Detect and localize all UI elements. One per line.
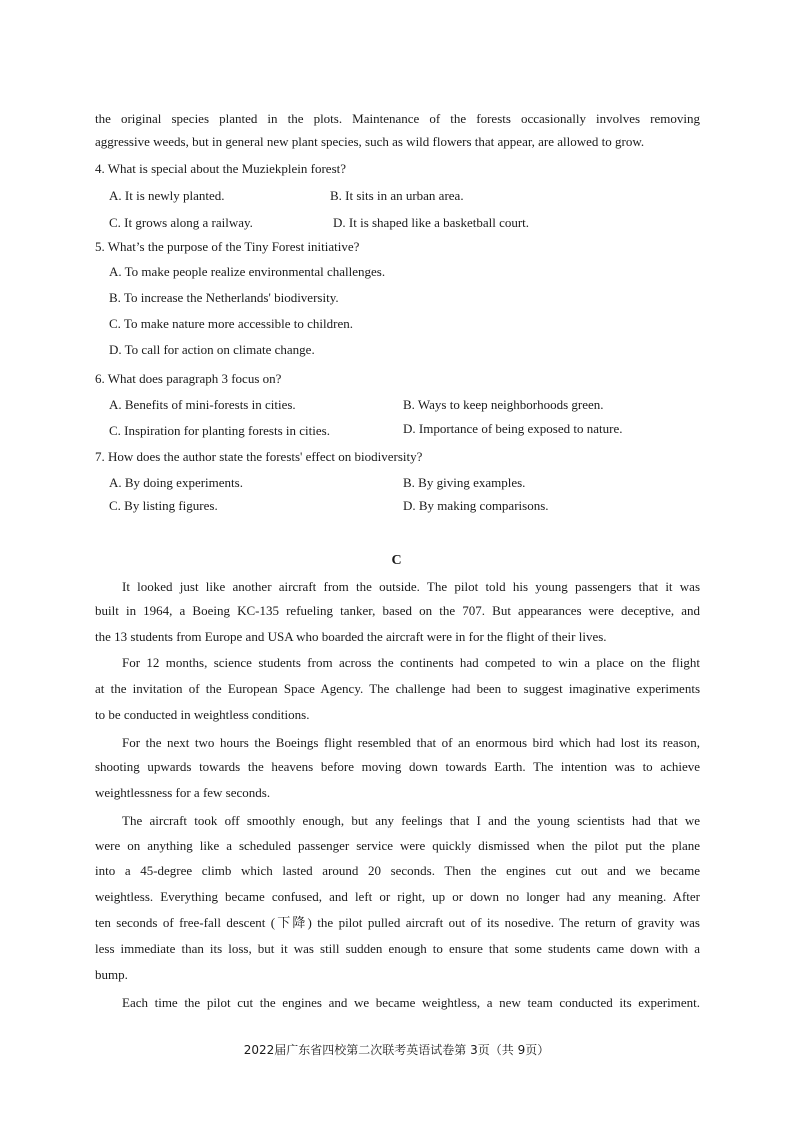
passage-line: bump. xyxy=(95,967,128,982)
passage-line: aggressive weeds, but in general new plant species, such as wild flowers that appear, are allowed to grow. xyxy=(95,134,645,149)
passage-line: weightlessness for a few seconds. xyxy=(95,785,271,800)
passage-line: were on anything like a scheduled passenger service were quickly dismissed when the pilot put the plane xyxy=(95,838,700,853)
passage-line: For the next two hours the Boeings flight resembled that of an enormous bird which had lost its reason, xyxy=(122,735,700,750)
passage-line: less immediate than its loss, but it was still sudden enough to ensure that some students came down with a xyxy=(95,941,700,956)
question-5-option-a: A. To make people realize environmental challenges. xyxy=(109,264,386,279)
question-5-stem: 5. What’s the purpose of the Tiny Forest initiative? xyxy=(95,239,360,254)
passage-line: The aircraft took off smoothly enough, but any feelings that I and the young scientists had that we xyxy=(122,813,700,828)
passage-line: It looked just like another aircraft from the outside. The pilot told his young passengers that it was xyxy=(122,579,700,594)
passage-line: the 13 students from Europe and USA who boarded the aircraft were in for the flight of their lives. xyxy=(95,629,607,644)
passage-line: into a 45-degree climb which lasted around 20 seconds. Then the engines cut out and we became xyxy=(95,863,700,878)
passage-line: Each time the pilot cut the engines and we became weightless, a new team conducted its experiment. xyxy=(122,995,700,1010)
passage-line: the original species planted in the plots. Maintenance of the forests occasionally involves removing xyxy=(95,111,700,126)
question-5-option-b: B. To increase the Netherlands' biodiversity. xyxy=(109,290,339,305)
question-4-option-b: B. It sits in an urban area. xyxy=(330,188,464,203)
question-6-option-a: A. Benefits of mini-forests in cities. xyxy=(109,397,296,412)
question-6-option-c: C. Inspiration for planting forests in cities. xyxy=(109,423,330,438)
question-7-option-b: B. By giving examples. xyxy=(403,475,526,490)
question-7-option-d: D. By making comparisons. xyxy=(403,498,549,513)
section-heading: C xyxy=(391,553,402,568)
question-6-stem: 6. What does paragraph 3 focus on? xyxy=(95,371,282,386)
question-7-option-c: C. By listing figures. xyxy=(109,498,218,513)
question-4-option-a: A. It is newly planted. xyxy=(109,188,225,203)
question-5-option-c: C. To make nature more accessible to children. xyxy=(109,316,353,331)
question-6-option-b: B. Ways to keep neighborhoods green. xyxy=(403,397,604,412)
question-4-option-c: C. It grows along a railway. xyxy=(109,215,253,230)
passage-line: shooting upwards towards the heavens before moving down towards Earth. The intention was to achieve xyxy=(95,759,700,774)
question-6-option-d: D. Importance of being exposed to nature. xyxy=(403,421,623,436)
page-footer: 2022届广东省四校第二次联考英语试卷第 3页（共 9页） xyxy=(243,1043,550,1057)
passage-line: ten seconds of free-fall descent (下降) the pilot pulled aircraft out of its nosedive. The return of gravity was xyxy=(95,915,700,930)
question-5-option-d: D. To call for action on climate change. xyxy=(109,342,315,357)
question-7-option-a: A. By doing experiments. xyxy=(109,475,243,490)
passage-line: built in 1964, a Boeing KC-135 refueling tanker, based on the 707. But appearances were deceptive, and xyxy=(95,603,700,618)
passage-line: to be conducted in weightless conditions. xyxy=(95,707,310,722)
passage-line: For 12 months, science students from across the continents had competed to win a place on the flight xyxy=(122,655,700,670)
question-4-stem: 4. What is special about the Muziekplein forest? xyxy=(95,161,347,176)
question-4-option-d: D. It is shaped like a basketball court. xyxy=(333,215,530,230)
question-7-stem: 7. How does the author state the forests' effect on biodiversity? xyxy=(95,449,423,464)
passage-line: weightless. Everything became confused, and left or right, up or down no longer had any meaning. After xyxy=(95,889,700,904)
passage-line: at the invitation of the European Space Agency. The challenge had been to suggest imaginative experiments xyxy=(95,681,700,696)
